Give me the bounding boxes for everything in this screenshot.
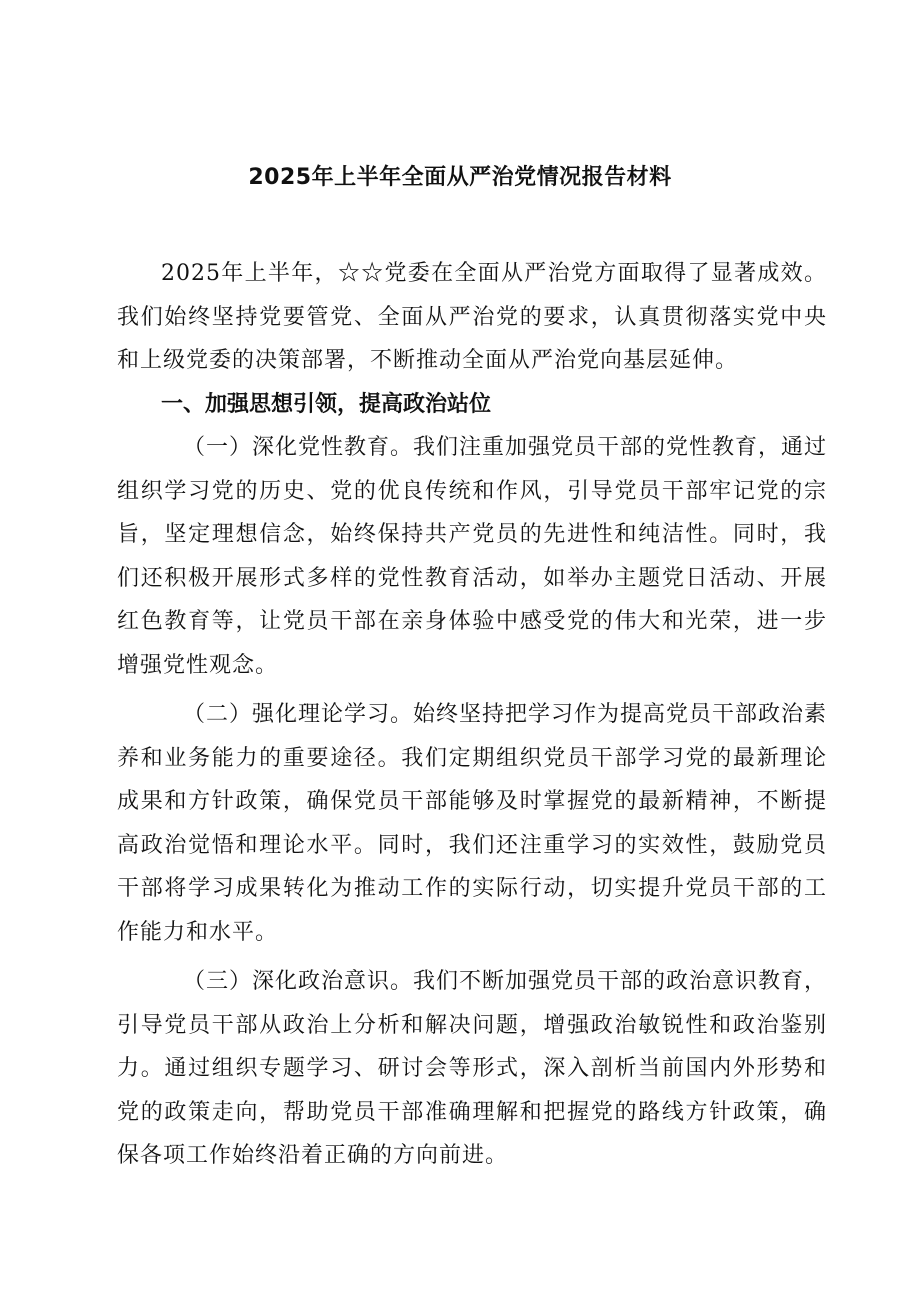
section-heading-1: 一、加强思想引领，提高政治站位 xyxy=(161,391,492,417)
section-1-item-2: （二）强化理论学习。始终坚持把学习作为提高党员干部政治素养和业务能力的重要途径。我们定期组织党员干部学习党的最新理论成果和方针政策，确保党员干部能够及时掌握党的最新精神，不断提高政治觉悟和理论水平。同时，我们还注重学习的实效性，鼓励党员干部将学习成果转化为推动工作的实际行动，切实提升党员干部的工作能力和水平。 xyxy=(117,702,828,945)
section-1-item-3: （三）深化政治意识。我们不断加强党员干部的政治意识教育，引导党员干部从政治上分析和解决问题，增强政治敏锐性和政治鉴别力。通过组织专题学习、研讨会等形式，深入剖析当前国内外形势和党的政策走向，帮助党员干部准确理解和把握党的路线方针政策，确保各项工作始终沿着正确的方向前进。 xyxy=(117,969,828,1168)
section-1-item-1: （一）深化党性教育。我们注重加强党员干部的党性教育，通过组织学习党的历史、党的优良传统和作风，引导党员干部牢记党的宗旨，坚定理想信念，始终保持共产党员的先进性和纯洁性。同时，我们还积极开展形式多样的党性教育活动，如举办主题党日活动、开展红色教育等，让党员干部在亲身体验中感受党的伟大和光荣，进一步增强党性观念。 xyxy=(117,435,828,678)
document-title: 2025年上半年全面从严治党情况报告材料 xyxy=(248,165,672,190)
intro-paragraph: 2025年上半年，☆☆党委在全面从严治党方面取得了显著成效。我们始终坚持党要管党、全面从严治党的要求，认真贯彻落实党中央和上级党委的决策部署，不断推动全面从严治党向基层延伸。 xyxy=(117,261,827,373)
document-body xyxy=(117,252,827,1178)
